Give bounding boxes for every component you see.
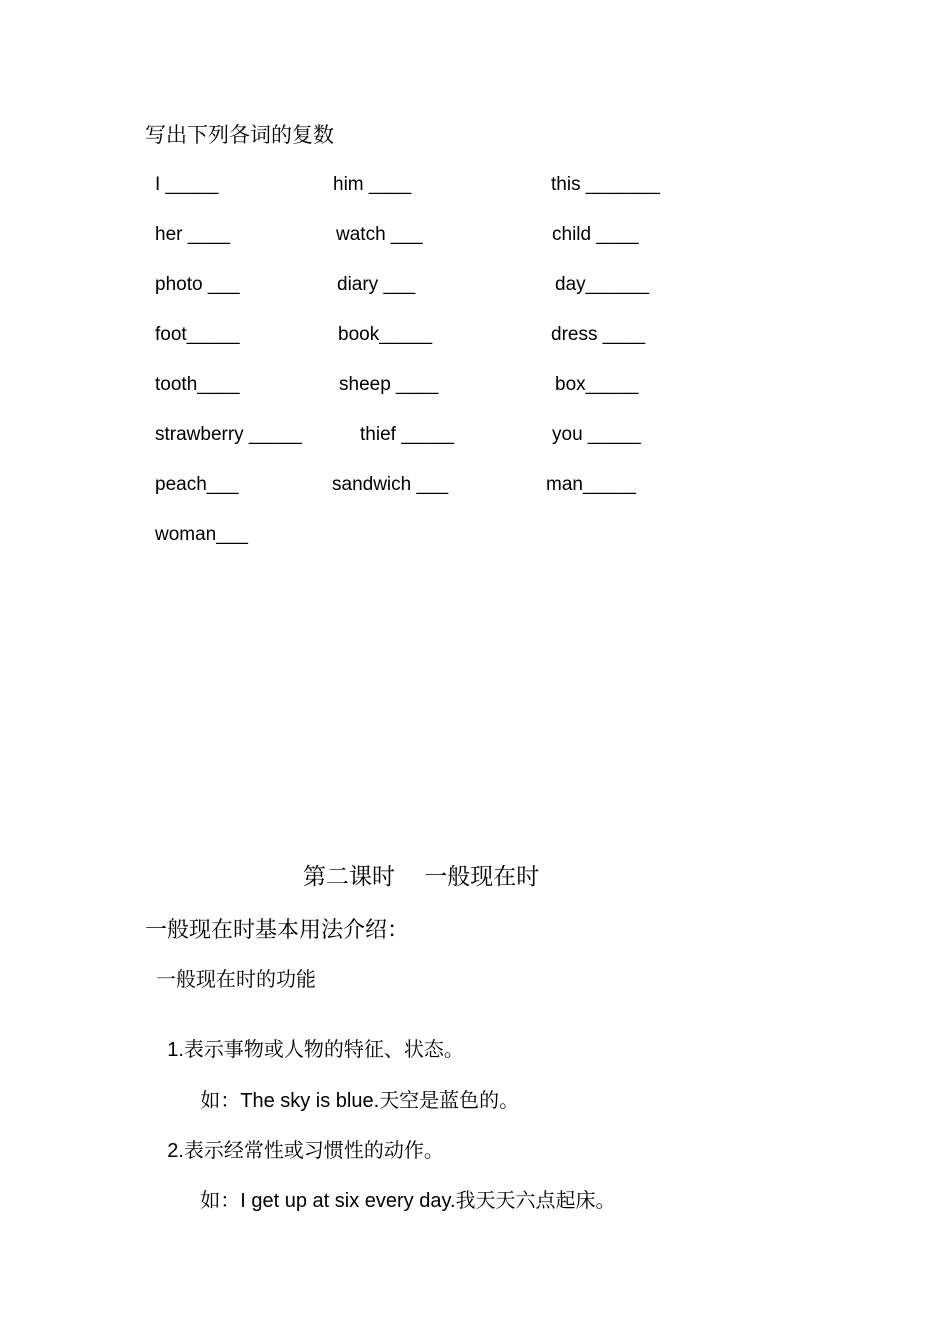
usage-example <box>178 1170 616 1231</box>
word-item: him ____ <box>333 174 412 195</box>
word-item: book_____ <box>338 324 433 345</box>
word-item: foot_____ <box>155 324 240 345</box>
function-heading: 一般现在时的功能 <box>156 967 316 991</box>
example-english: The sky is blue. <box>240 1090 380 1112</box>
word-item: thief _____ <box>360 424 455 445</box>
word-item: sheep ____ <box>339 374 439 395</box>
example-chinese: 天空是蓝色的。 <box>379 1088 520 1112</box>
word-item: sandwich ___ <box>332 474 449 495</box>
example-prefix: 如： <box>200 1088 241 1112</box>
word-item: peach___ <box>155 474 239 495</box>
word-item: man_____ <box>546 474 636 495</box>
lesson-intro: 一般现在时基本用法介绍： <box>145 918 410 943</box>
word-item: strawberry _____ <box>155 424 302 445</box>
word-item: photo ___ <box>155 274 240 295</box>
point-text: 表示经常性或习惯性的动作。 <box>183 1138 444 1162</box>
example-english: I get up at six every day. <box>240 1190 456 1212</box>
word-item: tooth____ <box>155 374 240 395</box>
exercise-title: 写出下列各词的复数 <box>145 123 334 147</box>
point-text: 表示事物或人物的特征、状态。 <box>183 1037 464 1061</box>
word-item: diary ___ <box>337 274 416 295</box>
word-item: her ____ <box>155 224 231 245</box>
word-item: this _______ <box>551 174 660 195</box>
point-number: 1. <box>167 1039 184 1061</box>
word-item: I _____ <box>155 174 219 195</box>
word-item: dress ____ <box>551 324 646 345</box>
point-number: 2. <box>167 1140 184 1162</box>
example-chinese: 我天天六点起床。 <box>455 1188 616 1212</box>
word-item: box_____ <box>555 374 639 395</box>
lesson-title: 第二课时 一般现在时 <box>303 864 540 890</box>
word-item: day______ <box>555 274 650 295</box>
example-prefix: 如： <box>200 1188 241 1212</box>
word-item: watch ___ <box>336 224 423 245</box>
word-item: woman___ <box>155 524 248 545</box>
word-item: child ____ <box>552 224 639 245</box>
word-item: you _____ <box>552 424 641 445</box>
